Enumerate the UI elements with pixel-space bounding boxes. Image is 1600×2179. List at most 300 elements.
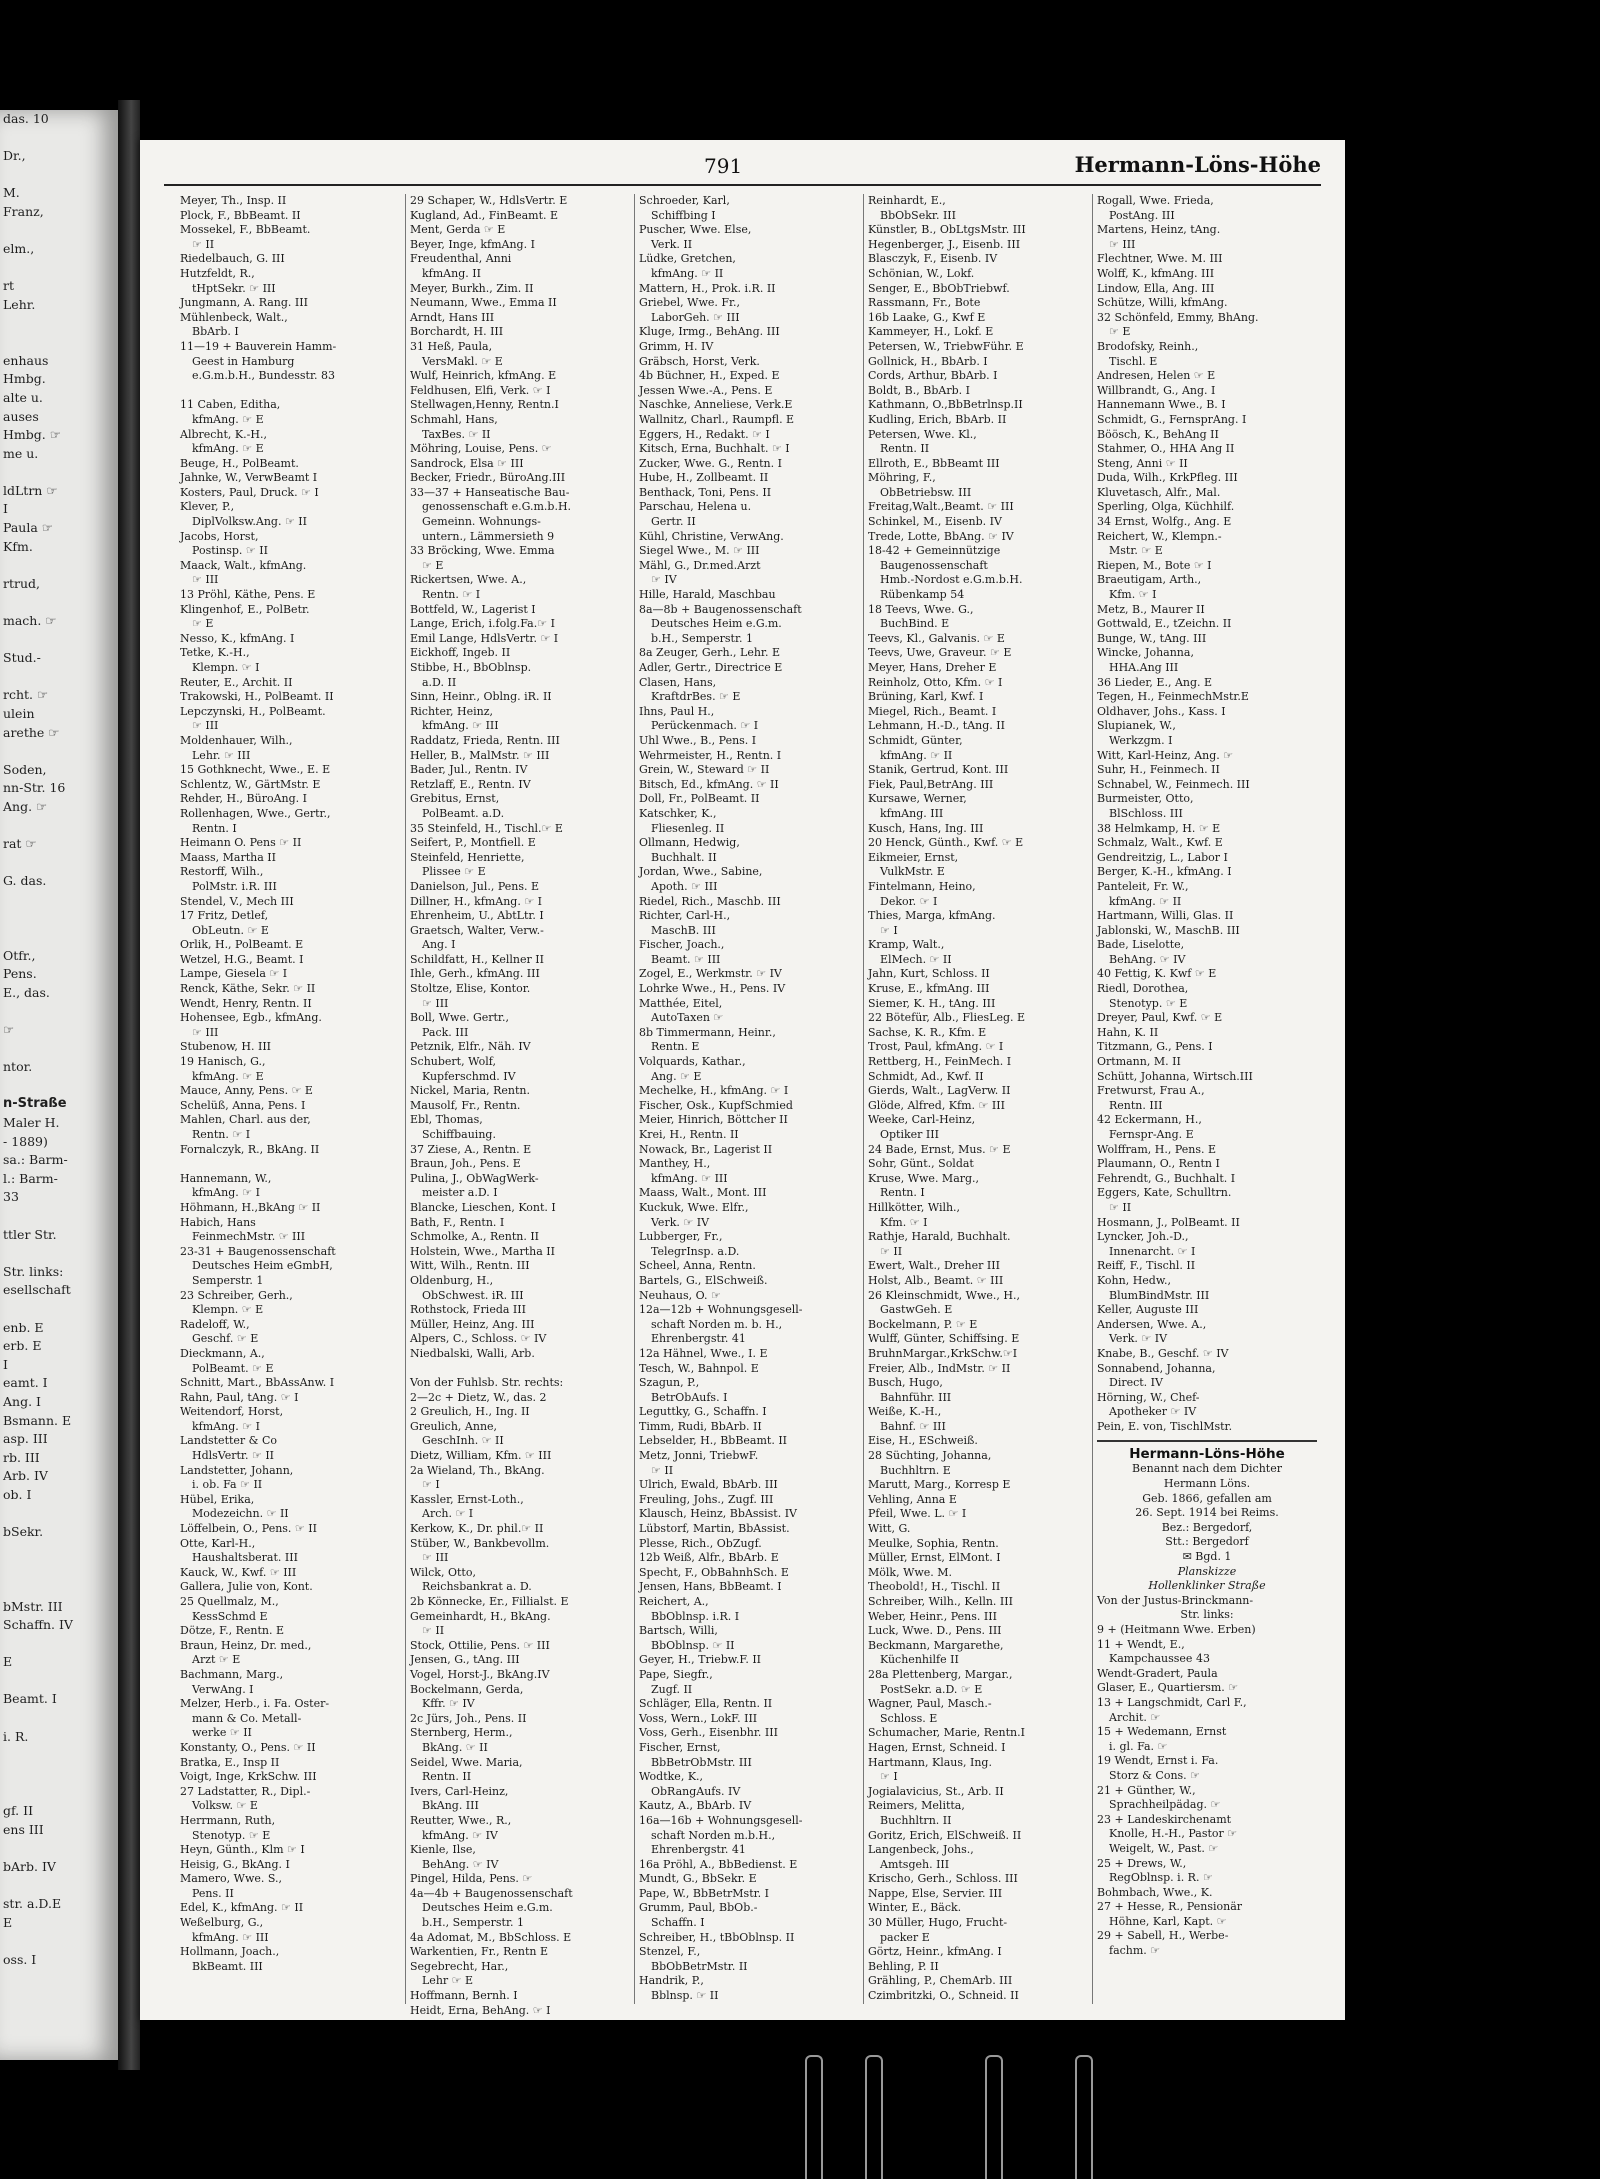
directory-entry: Arzt ☞ E (192, 1653, 241, 1667)
directory-entry: ☞ III (1109, 237, 1136, 251)
directory-entry: ObBetriebsw. III (880, 485, 972, 499)
directory-entry: Eikmeier, Ernst, (868, 850, 959, 864)
left-page-text-fragment: das. 10 (3, 111, 49, 126)
directory-entry: Griebel, Wwe. Fr., (639, 296, 741, 310)
directory-entry: 11—19 + Bauverein Hamm- (180, 339, 337, 353)
directory-entry: Jacobs, Horst, (180, 529, 259, 543)
directory-entry: 42 Eckermann, H., (1097, 1113, 1202, 1127)
directory-entry: Mstr. ☞ E (1109, 544, 1163, 558)
left-page-text-fragment: nn-Str. 16 (3, 780, 66, 796)
index-tab (805, 2055, 823, 2179)
directory-entry: BetrObAufs. I (651, 1390, 728, 1404)
directory-entry: Ehrenbergstr. 41 (651, 1332, 746, 1346)
directory-entry: Jogialavicius, St., Arb. II (868, 1784, 1004, 1798)
directory-entry: Dötze, F., Rentn. E (180, 1624, 284, 1638)
directory-entry: Willbrandt, G., Ang. I (1097, 383, 1216, 397)
directory-entry: Ewert, Walt., Dreher III (868, 1259, 1000, 1273)
directory-entry: Pape, Siegfr., (639, 1667, 713, 1681)
left-page-text-fragment: bArb. IV (3, 1858, 56, 1874)
directory-entry: Gertr. II (651, 515, 696, 529)
directory-entry: Klempn. ☞ E (192, 1303, 264, 1317)
directory-entry: Konstanty, O., Pens. ☞ II (180, 1740, 316, 1754)
directory-entry: Emil Lange, HdlsVertr. ☞ I (410, 631, 559, 645)
directory-entry: Storz & Cons. ☞ (1109, 1768, 1201, 1782)
directory-entry: Stibbe, H., BbOblnsp. (410, 661, 532, 674)
index-tab (865, 2055, 883, 2179)
directory-entry: AutoTaxen ☞ (651, 1011, 724, 1025)
directory-entry: Mossekel, F., BbBeamt. (180, 223, 311, 237)
directory-entry: Tesch, W., Bahnpol. E (639, 1361, 759, 1375)
directory-entry: Steng, Anni ☞ II (1097, 456, 1188, 470)
left-page-text-fragment (0, 333, 118, 352)
directory-entry: 9 + (Heitmann Wwe. Erben) (1097, 1623, 1256, 1636)
directory-entry: kfmAng. ☞ III (422, 719, 499, 733)
directory-entry: Buchhalt. II (651, 850, 717, 864)
left-page-text-fragment (0, 928, 118, 947)
directory-entry: Trost, Paul, kfmAng. ☞ I (868, 1040, 1004, 1054)
left-page-text-fragment: str. a.D.E (3, 1896, 62, 1911)
directory-entry: Kohn, Hedw., (1097, 1273, 1171, 1287)
directory-entry: 2c Jürs, Joh., Pens. II (410, 1711, 527, 1725)
directory-entry: Kienle, Ilse, (410, 1843, 476, 1857)
directory-entry: kfmAng. ☞ III (651, 1171, 728, 1185)
directory-entry: Segebrecht, Har., (410, 1959, 509, 1973)
directory-entry: Fintelmann, Heino, (868, 879, 976, 893)
directory-entry: Stenotyp. ☞ E (192, 1828, 271, 1842)
directory-entry: Bockelmann, P. ☞ E (868, 1317, 978, 1331)
directory-entry: Fiek, Paul,BetrAng. III (868, 777, 994, 791)
directory-entry: Meyer, Th., Insp. II (180, 194, 287, 207)
left-page-text-fragment (0, 259, 118, 278)
directory-entry: Wetzel, H.G., Beamt. I (180, 952, 304, 966)
directory-entry: Lange, Erich, i.folg.Fa.☞ I (410, 617, 555, 631)
directory-entry: Innenarcht. ☞ I (1109, 1244, 1196, 1258)
directory-entry: Duda, Wilh., KrkPfleg. III (1097, 471, 1238, 485)
directory-entry: Kuckuk, Wwe. Elfr., (639, 1200, 749, 1214)
directory-entry: Weeke, Carl-Heinz, (868, 1113, 976, 1127)
directory-entry: Hosmann, J., PolBeamt. II (1097, 1215, 1240, 1229)
directory-entry: Matthée, Eitel, (639, 996, 723, 1010)
directory-entry: 12a—12b + Wohnungsgesell- (639, 1303, 803, 1317)
left-page-text-fragment (0, 1560, 118, 1579)
directory-entry: Bachmann, Marg., (180, 1667, 284, 1681)
left-page-text-fragment (0, 742, 118, 761)
left-page-text-fragment (0, 315, 118, 334)
directory-entry: Czimbritzki, O., Schneid. II (868, 1989, 1019, 2003)
left-page-text-fragment: Ang. ☞ (3, 798, 48, 814)
directory-entry: ✉ Bgd. 1 (1182, 1550, 1232, 1564)
directory-entry: Kühl, Christine, VerwAng. (639, 529, 784, 543)
directory-entry: Ihle, Gerh., kfmAng. III (410, 967, 540, 981)
directory-entry: Fischer, Joach., (639, 938, 725, 952)
directory-entry: Stt.: Bergedorf (1165, 1535, 1249, 1549)
left-page-text-fragment (0, 854, 118, 873)
left-page-text-fragment: bMstr. III (3, 1598, 63, 1614)
left-page-fragment (0, 110, 118, 2060)
directory-entry: Richter, Heinz, (410, 704, 494, 718)
directory-entry: Eggers, H., Redakt. ☞ I (639, 427, 770, 441)
directory-entry: Ehrenheim, U., AbtLtr. I (410, 909, 544, 923)
directory-entry: Grumm, Paul, BbOb.- (639, 1901, 758, 1915)
directory-entry: Schmidt, Günter, (868, 733, 963, 747)
left-page-text-fragment: Paula ☞ (3, 520, 53, 536)
directory-entry: Sonnabend, Johanna, (1097, 1361, 1216, 1375)
directory-entry: Bade, Liselotte, (1097, 938, 1185, 952)
directory-entry: 4b Büchner, H., Exped. E (639, 369, 780, 383)
directory-entry: Dietz, William, Kfm. ☞ III (410, 1449, 552, 1463)
directory-entry: Bblnsp. ☞ II (651, 1989, 719, 2003)
directory-entry: Scheel, Anna, Rentn. (639, 1259, 756, 1273)
left-page-text-fragment: l.: Barm- (3, 1170, 58, 1186)
left-page-text-fragment (0, 1505, 118, 1524)
directory-entry: schaft Norden m.b.H., (651, 1828, 776, 1842)
left-page-text-fragment: ens III (3, 1821, 44, 1837)
directory-entry: Schreiber, H., tBbOblnsp. II (639, 1930, 795, 1944)
directory-entry: Schläger, Ella, Rentn. II (639, 1697, 773, 1711)
page-header (164, 148, 1321, 186)
left-page-text-fragment (0, 817, 118, 836)
directory-entry: 37 Ziese, A., Rentn. E (410, 1142, 532, 1156)
directory-entry: Kautz, A., BbArb. IV (639, 1799, 752, 1813)
directory-entry: Pens. II (192, 1886, 234, 1900)
directory-entry: Knabe, B., Geschf. ☞ IV (1097, 1346, 1229, 1360)
directory-entry: Edel, K., kfmAng. ☞ II (180, 1901, 304, 1915)
directory-entry: Stubenow, H. III (180, 1040, 272, 1054)
directory-entry: Bath, F., Rentn. I (410, 1215, 505, 1229)
directory-entry: Nickel, Maria, Rentn. (410, 1084, 531, 1098)
left-page-text-fragment: ntor. (3, 1059, 33, 1075)
directory-entry: Semperstr. 1 (192, 1273, 264, 1287)
directory-entry: 27 + Hesse, R., Pensionär (1097, 1900, 1243, 1914)
directory-entry: Oldhaver, Johs., Kass. I (1097, 704, 1226, 718)
directory-entry: Riedl, Dorothea, (1097, 982, 1189, 996)
directory-entry: Riedelbauch, G. III (180, 252, 285, 266)
directory-entry: Eickhoff, Ingeb. II (410, 646, 511, 660)
directory-entry: Heisig, G., BkAng. I (180, 1857, 290, 1871)
index-tab (1075, 2055, 1093, 2179)
directory-entry: Bohmbach, Wwe., K. (1097, 1885, 1213, 1899)
directory-entry: Titzmann, G., Pens. I (1097, 1040, 1213, 1054)
directory-entry: 16a Pröhl, A., BbBedienst. E (639, 1857, 798, 1871)
left-page-text-fragment: esellschaft (3, 1282, 71, 1298)
directory-entry: BbArb. I (192, 325, 239, 339)
left-page-text-fragment (0, 1746, 118, 1765)
directory-entry: KraftdrBes. ☞ E (651, 690, 741, 704)
directory-entry: ☞ III (422, 1551, 449, 1565)
directory-entry: Sachse, K. R., Kfm. E (868, 1025, 987, 1039)
left-page-text-fragment (0, 463, 118, 482)
directory-entry: 26. Sept. 1914 bei Reims. (1135, 1506, 1279, 1520)
directory-column-3 (634, 194, 863, 2004)
directory-entry: Lebselder, H., BbBeamt. II (639, 1434, 788, 1448)
directory-entry: Pulina, J., ObWagWerk- (410, 1171, 539, 1185)
left-page-text-fragment (0, 1244, 118, 1263)
directory-entry: Vehling, Anna E (868, 1492, 957, 1506)
left-page-text-fragment: enhaus (3, 352, 49, 368)
directory-entry: Reutter, Wwe., R., (410, 1813, 512, 1827)
directory-entry: BbBetrObMstr. III (651, 1755, 752, 1769)
directory-entry: Senger, E., BbObTriebwf. (868, 281, 1010, 295)
directory-entry: Handrik, P., (639, 1974, 704, 1988)
directory-entry: Alpers, C., Schloss. ☞ IV (410, 1332, 547, 1346)
directory-entry: e.G.m.b.H., Bundesstr. 83 (192, 369, 335, 383)
directory-entry: Str. links: (1180, 1608, 1234, 1622)
left-page-text-fragment: M. (3, 185, 20, 201)
directory-entry: Plaumann, O., Rentn I (1097, 1157, 1220, 1171)
directory-entry: BehAng. ☞ IV (1109, 952, 1186, 966)
directory-entry: Bitsch, Ed., kfmAng. ☞ II (639, 777, 779, 791)
directory-entry: Gemeinhardt, H., BkAng. (410, 1609, 551, 1623)
left-page-text-fragment: i. R. (3, 1728, 29, 1744)
directory-entry: 33 Bröcking, Wwe. Emma (410, 544, 555, 558)
directory-entry: 8b Timmermann, Heinr., (639, 1025, 776, 1039)
left-page-text-fragment: gf. II (3, 1803, 34, 1819)
directory-entry: Klausch, Heinz, BbAssist. IV (639, 1507, 797, 1521)
directory-entry: Sprachheilpädag. ☞ (1109, 1798, 1221, 1812)
directory-entry: ObRangAufs. IV (651, 1784, 741, 1798)
left-page-text-fragment (0, 1040, 118, 1059)
directory-entry: fachm. ☞ (1109, 1944, 1161, 1958)
directory-entry: Weigelt, W., Past. ☞ (1109, 1841, 1219, 1855)
directory-entry: Ollmann, Hedwig, (639, 836, 740, 850)
directory-entry: Rentn. I (192, 821, 237, 835)
directory-entry: Uhl Wwe., B., Pens. I (639, 733, 757, 747)
directory-entry: tHptSekr. ☞ III (192, 281, 276, 295)
directory-entry: Ulrich, Ewald, BbArb. III (639, 1478, 778, 1492)
directory-entry: 18 Teevs, Wwe. G., (868, 602, 974, 616)
left-page-text-fragment: asp. III (3, 1431, 48, 1447)
directory-entry: Doll, Fr., PolBeamt. II (639, 792, 760, 806)
directory-entry: 18-42 + Gemeinnützige (868, 544, 1001, 558)
directory-entry: Reinholz, Otto, Kfm. ☞ I (868, 675, 1003, 689)
directory-entry: Dreyer, Paul, Kwf. ☞ E (1097, 1011, 1223, 1025)
directory-entry: Lehmann, H.-D., tAng. II (868, 719, 1005, 733)
directory-entry: Albrecht, K.-H., (180, 427, 267, 441)
directory-entry: Gottwald, E., tZeichn. II (1097, 617, 1232, 631)
directory-entry: Hannemann, W., (180, 1171, 272, 1185)
directory-entry: Lüdke, Gretchen, (639, 252, 736, 266)
directory-entry: Boll, Wwe. Gertr., (410, 1011, 509, 1025)
directory-entry: BlumBindMstr. III (1109, 1288, 1210, 1302)
directory-entry: BkAng. ☞ II (422, 1740, 488, 1754)
left-page-text-fragment (0, 1542, 118, 1561)
directory-entry: Stoltze, Elise, Kontor. (410, 982, 531, 996)
left-page-text-fragment (0, 556, 118, 575)
directory-entry: Jessen Wwe.-A., Pens. E (639, 383, 773, 397)
directory-entry: Apotheker ☞ IV (1109, 1405, 1197, 1419)
directory-entry: Raddatz, Frieda, Rentn. III (410, 733, 560, 747)
right-page (140, 140, 1345, 2020)
directory-entry: Renck, Käthe, Sekr. ☞ II (180, 982, 316, 996)
left-page-text-fragment: Bsmann. E (3, 1412, 72, 1428)
left-page-text-fragment: ulein (3, 706, 35, 721)
directory-entry: PostAng. III (1109, 208, 1175, 222)
directory-entry: Rollenhagen, Wwe., Gertr., (180, 806, 331, 820)
directory-entry: Luck, Wwe. D., Pens. III (868, 1624, 1002, 1638)
directory-entry: Schmalz, Walt., Kwf. E (1097, 836, 1223, 850)
directory-entry: packer E (880, 1930, 930, 1944)
directory-entry: BbObSekr. III (880, 208, 956, 222)
directory-entry: Metz, Jonni, TriebwF. (639, 1449, 759, 1463)
directory-entry: Lepczynski, H., PolBeamt. (180, 704, 326, 718)
directory-entry: Blancke, Lieschen, Kont. I (410, 1200, 556, 1214)
directory-entry: Ortmann, M. II (1097, 1055, 1181, 1069)
directory-entry: Hermann Löns. (1163, 1477, 1251, 1491)
directory-entry: Gierds, Walt., LagVerw. II (868, 1084, 1011, 1098)
directory-entry: genossenschaft e.G.m.b.H. (422, 500, 572, 514)
left-page-text-fragment: ldLtrn ☞ (3, 482, 58, 498)
directory-entry: Volquards, Kathar., (639, 1055, 746, 1069)
directory-entry: Habich, Hans (180, 1215, 256, 1229)
directory-entry: Martens, Heinz, tAng. (1097, 223, 1221, 237)
directory-entry: PolBeamt. a.D. (422, 806, 505, 820)
directory-entry: 29 Schaper, W., HdlsVertr. E (410, 194, 568, 207)
directory-entry: Meier, Hinrich, Böttcher II (639, 1113, 788, 1127)
directory-entry: Schumacher, Marie, Rentn.I (868, 1726, 1025, 1740)
directory-entry: Löffelbein, O., Pens. ☞ II (180, 1522, 317, 1536)
directory-entry: Maack, Walt., kfmAng. (180, 558, 307, 572)
left-page-text-fragment: auses (3, 408, 39, 424)
directory-entry: schaft Norden m. b. H., (651, 1317, 783, 1331)
directory-entry: Beyer, Inge, kfmAng. I (410, 237, 535, 251)
directory-entry: Witt, Wilh., Rentn. III (410, 1259, 530, 1273)
directory-entry: Schinkel, M., Eisenb. IV (868, 515, 1002, 529)
directory-entry: 11 Caben, Editha, (180, 398, 281, 412)
directory-entry: PolBeamt. ☞ E (192, 1361, 274, 1375)
directory-entry: ☞ II (192, 237, 215, 251)
directory-entry: Beamt. ☞ III (651, 952, 721, 966)
directory-entry: Fehrendt, G., Buchhalt. I (1097, 1171, 1236, 1185)
directory-entry: Oldenburg, H., (410, 1273, 494, 1287)
directory-entry: Burmeister, Otto, (1097, 792, 1194, 806)
directory-entry: Kupferschmd. IV (422, 1069, 516, 1083)
left-page-text-fragment (0, 891, 118, 910)
directory-entry: 13 Pröhl, Käthe, Pens. E (180, 588, 316, 602)
left-page-text-fragment (0, 910, 118, 929)
directory-entry: Mauce, Anny, Pens. ☞ E (180, 1084, 313, 1098)
directory-entry: Geyer, H., Triebw.F. II (639, 1653, 762, 1667)
left-page-text-fragment: Hmbg. ☞ (3, 427, 61, 443)
directory-entry: Kassler, Ernst-Loth., (410, 1492, 524, 1506)
left-page-text-fragment: I (3, 1356, 8, 1372)
directory-entry: Petersen, Wwe. Kl., (868, 427, 977, 441)
directory-entry: 23-31 + Baugenossenschaft (180, 1244, 336, 1258)
left-page-text-fragment (0, 1635, 118, 1654)
directory-entry: ☞ II (651, 1463, 674, 1477)
directory-entry: Tischl. E (1109, 354, 1158, 368)
directory-entry: Klempn. ☞ I (192, 661, 260, 674)
directory-entry: Tegen, H., FeinmechMstr.E (1097, 690, 1249, 704)
directory-entry: Arch. ☞ I (422, 1507, 474, 1521)
left-page-text-fragment: rtrud, (3, 575, 40, 591)
directory-entry: 23 + Landeskirchenamt (1097, 1812, 1232, 1826)
directory-entry: Winter, E., Bäck. (868, 1901, 962, 1915)
directory-entry: Mausolf, Fr., Rentn. (410, 1098, 521, 1112)
directory-entry: Meyer, Burkh., Zim. II (410, 281, 534, 295)
directory-entry: Meulke, Sophia, Rentn. (868, 1536, 999, 1550)
directory-entry: Maass, Walt., Mont. III (639, 1186, 767, 1200)
directory-entry: Gallera, Julie von, Kont. (180, 1580, 313, 1594)
directory-entry: ☞ II (1109, 1200, 1132, 1214)
left-page-text-fragment (0, 1876, 118, 1895)
directory-entry: Weßelburg, G., (180, 1916, 264, 1930)
directory-entry: Mamero, Wwe. S., (180, 1872, 282, 1886)
directory-entry: Schmidt, G., FernsprAng. I (1097, 412, 1247, 426)
directory-entry: Suhr, H., Feinmech. II (1097, 763, 1220, 777)
left-page-text-fragment: Dr., (3, 148, 26, 164)
directory-entry: Nappe, Else, Servier. III (868, 1886, 1003, 1900)
directory-entry: Amtsgeh. III (880, 1857, 950, 1871)
directory-entry: Steinfeld, Henriette, (410, 850, 525, 864)
directory-entry: Wagner, Paul, Masch.- (868, 1697, 992, 1711)
directory-entry: Müller, Ernst, ElMont. I (868, 1551, 1001, 1565)
directory-entry: Flechtner, Wwe. M. III (1097, 252, 1223, 266)
left-page-text-fragment: elm., (3, 241, 35, 257)
directory-entry: Wilck, Otto, (410, 1565, 476, 1579)
directory-entry: Geest in Hamburg (192, 354, 295, 368)
directory-entry: Klever, P., (180, 500, 235, 514)
directory-entry: Müller, Heinz, Ang. III (410, 1317, 535, 1331)
directory-entry: Verk. ☞ IV (1109, 1332, 1168, 1346)
directory-entry: Radeloff, W., (180, 1317, 250, 1331)
directory-entry: Sandrock, Elsa ☞ III (410, 456, 524, 470)
left-page-text-fragment: alte u. (3, 389, 43, 405)
left-page-text-fragment (0, 631, 118, 650)
left-page-text-fragment (0, 1783, 118, 1802)
book-gutter (118, 100, 140, 2070)
directory-entry: Ivers, Carl-Heinz, (410, 1784, 509, 1798)
left-page-text-fragment: Hmbg. (3, 371, 46, 387)
directory-entry: 15 + Wedemann, Ernst (1097, 1725, 1227, 1739)
directory-entry: Trede, Lotte, BbAng. ☞ IV (868, 529, 1014, 543)
left-page-text-fragment: G. das. (3, 873, 47, 889)
directory-entry: Lehr ☞ E (422, 1974, 474, 1988)
directory-entry: Sohr, Günt., Soldat (868, 1157, 974, 1171)
directory-entry: GastwGeh. E (880, 1303, 953, 1317)
directory-entry: Weiße, K.-H., (868, 1405, 942, 1419)
directory-entry: a.D. II (422, 675, 457, 689)
directory-entry: Hübel, Erika, (180, 1492, 255, 1506)
directory-entry: Rentn. E (651, 1040, 700, 1054)
directory-entry: Reichsbankrat a. D. (422, 1580, 532, 1594)
directory-entry: Mundt, G., BbSekr. E (639, 1872, 757, 1886)
directory-entry: Fischer, Osk., KupfSchmied (639, 1098, 793, 1112)
directory-entry: Schütze, Willi, kfmAng. (1097, 296, 1228, 310)
directory-entry: Von der Fuhlsb. Str. rechts: (410, 1376, 564, 1390)
directory-entry: Seifert, P., Montfiell. E (410, 836, 536, 850)
directory-entry: 2b Könnecke, Er., Fillialst. E (410, 1595, 569, 1608)
directory-entry: DiplVolksw.Ang. ☞ II (192, 515, 308, 529)
directory-entry: 15 Gothknecht, Wwe., E. E (180, 763, 331, 777)
directory-entry: Schmahl, Hans, (410, 412, 498, 426)
directory-entry: Wallnitz, Charl., Raumpfl. E (639, 412, 795, 426)
directory-entry: Rübenkamp 54 (880, 588, 965, 602)
directory-entry: FeinmechMstr. ☞ III (192, 1230, 306, 1244)
directory-entry: Parschau, Helena u. (639, 500, 752, 514)
directory-entry: Benthack, Toni, Pens. II (639, 485, 772, 499)
directory-entry: ☞ I (880, 923, 898, 937)
directory-entry: Kfm. ☞ I (1109, 588, 1157, 602)
directory-entry: Andresen, Helen ☞ E (1097, 369, 1216, 383)
left-page-text-fragment: rat ☞ (3, 836, 37, 852)
directory-entry: Trakowski, H., PolBeamt. II (180, 690, 334, 704)
directory-entry: Stendel, V., Mech III (180, 894, 294, 908)
left-page-text-fragment: Ang. I (3, 1393, 41, 1409)
directory-entry: Riepen, M., Bote ☞ I (1097, 558, 1212, 572)
directory-entry: Schelüß, Anna, Pens. I (180, 1098, 306, 1112)
directory-entry: kfmAng. ☞ E (192, 1069, 264, 1083)
directory-entry: Bunge, W., tAng. III (1097, 631, 1207, 645)
